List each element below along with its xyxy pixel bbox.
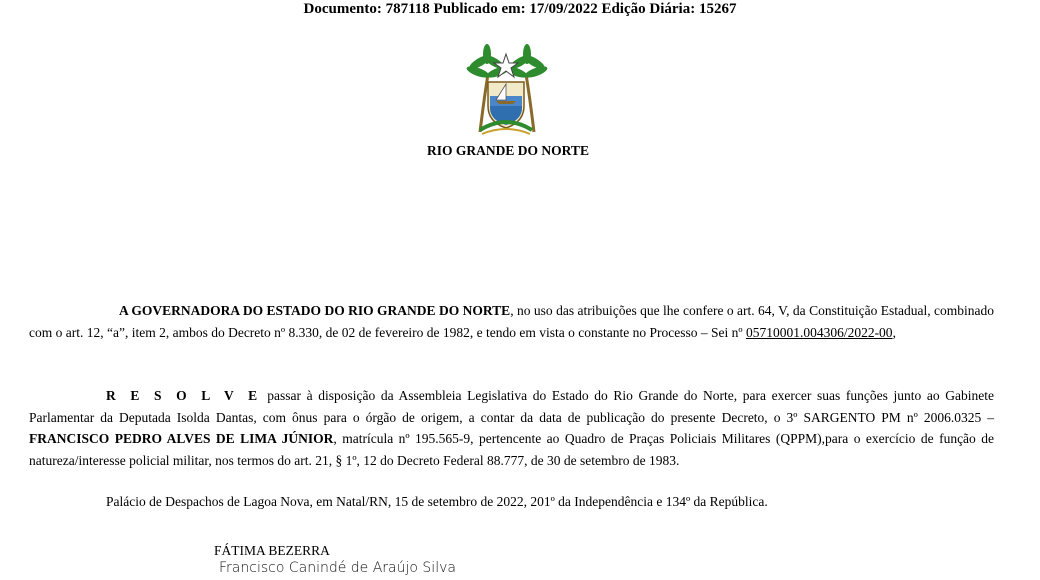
document-header: Documento: 787118 Publicado em: 17/09/2022 Edição Diária: 15267 (303, 1, 737, 17)
authority-name: A GOVERNADORA DO ESTADO DO RIO GRANDE DO NORTE (119, 303, 511, 318)
resolution-text-1: passar à disposição da Assembleia Legislativa do Estado do Rio Grande do Norte, para exercer suas funções junto ao Gabinete Parlamentar da Deputada Isolda Dantas, com ônus para o órgão de origem, a contar da data de publicação do presente Decreto, o 3º SARGENTO PM nº 2006.0325 – (29, 388, 994, 425)
officer-name: FRANCISCO PEDRO ALVES DE LIMA JÚNIOR (29, 431, 334, 446)
rio-grande-do-norte-coat-of-arms-icon (458, 44, 554, 140)
preamble-text: , no uso das atribuições que lhe confere o art. 64, V, da Constituição Estadual, combinado com o art. 12, “a”, item 2, ambos do Decreto nº 8.330, de 02 de fevereiro de 1982, e tendo em vista o constante no Processo – Sei nº (29, 303, 994, 340)
resolve-heading: R E S O L V E (106, 388, 262, 403)
governor-signature: FÁTIMA BEZERRA (214, 543, 330, 558)
decree-resolution (29, 385, 994, 471)
process-number-link[interactable]: 05710001.004306/2022-00 (745, 324, 893, 340)
resolution-text-2: , matrícula nº 195.565-9, pertencente ao Quadro de Praças Policiais Militares (QPPM),para o exercício de função de natureza/interesse policial militar, nos termos do art. 21, § 1º, 12 do Decreto Federal 88.777, de 30 de setembro de 1983. (29, 431, 995, 468)
secretary-signature: Francisco Canindé de Araújo Silva (219, 560, 456, 576)
decree-place-date: Palácio de Despachos de Lagoa Nova, em Natal/RN, 15 de setembro de 2022, 201º da Independência e 134º da República. (106, 494, 768, 509)
state-name: RIO GRANDE DO NORTE (427, 143, 589, 158)
decree-preamble (29, 300, 994, 343)
preamble-end: , (892, 324, 896, 340)
